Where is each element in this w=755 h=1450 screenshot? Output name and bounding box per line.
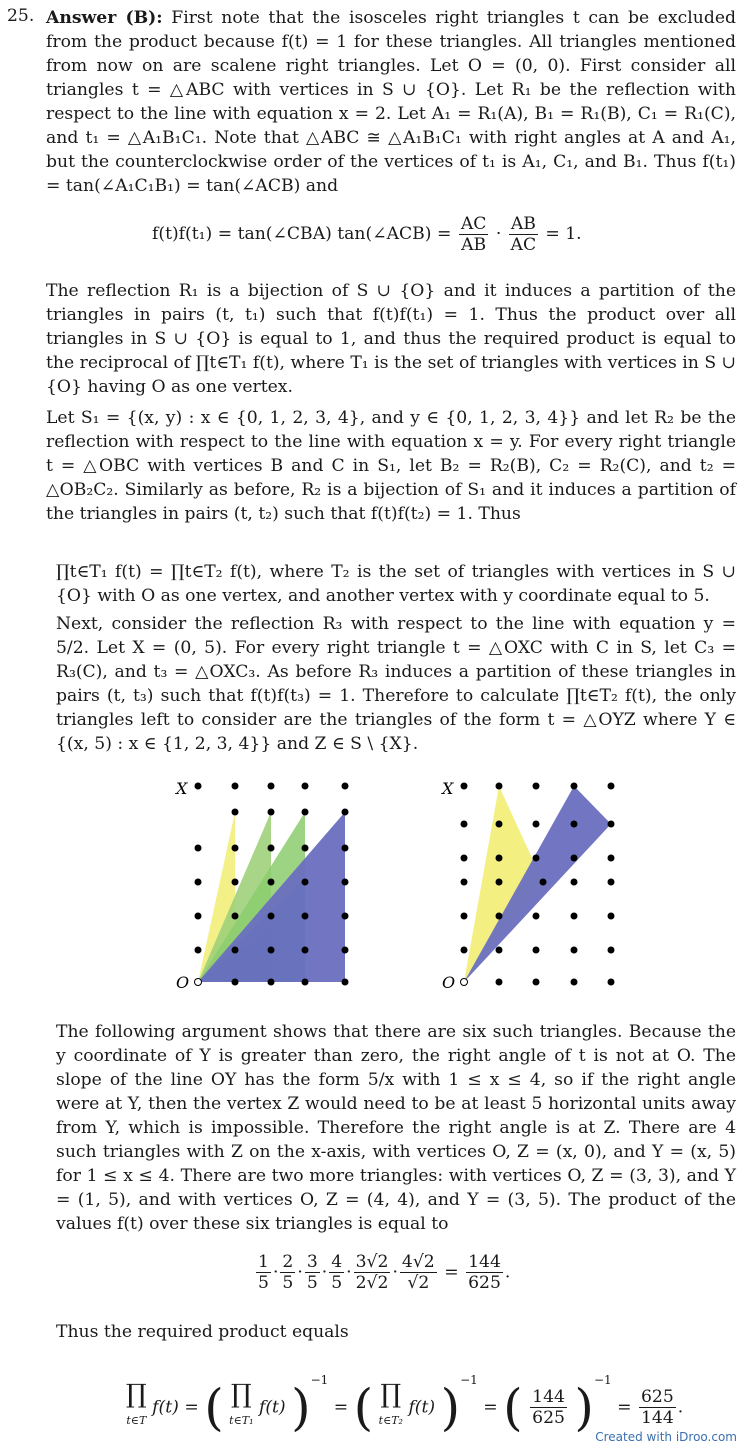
right-diagram	[440, 779, 615, 992]
paragraph-7-text: Thus the required product equals	[56, 1322, 349, 1342]
fraction-ac-ab: $\frac{AC}{AB}$	[460, 214, 487, 255]
watermark: Created with iDroo.com	[595, 1430, 737, 1444]
paragraph-5	[56, 612, 736, 756]
product-over-t: ∏ t∈T	[126, 1379, 147, 1427]
label-o-left: O	[176, 973, 190, 992]
paragraph-3-text: Let S₁ = {(x, y) : x ∈ {0, 1, 2, 3, 4}, and y ∈ {0, 1, 2, 3, 4}} and let R₂ be the reflection with respect to the line with equation x = y. For every right triangle t = △OBC with vertices B and C in S₁, let B₂ = R₂(B), C₂ = R₂(C), and t₂ = △OB₂C₂. Similarly as before, R₂ is a bijection of S₁ and it induces a partition of the triangles in pairs (t, t₂) such that f(t)f(t₂) = 1. Thus	[46, 408, 736, 524]
eq2-term-4: $\frac{3√2}{2√2}$	[355, 1252, 389, 1293]
eq2-term-3: $\frac{4}{5}$	[331, 1252, 343, 1293]
label-o-right: O	[442, 973, 456, 992]
paragraph-1	[46, 6, 736, 198]
fraction-144-625: $\frac{144}{625}$	[532, 1387, 565, 1428]
problem-number: 25.	[7, 6, 35, 26]
paragraph-3	[46, 406, 736, 526]
paragraph-6	[56, 1020, 736, 1236]
product-over-t1: ∏ t∈T₁	[229, 1379, 254, 1427]
equation-3: ∏ t∈T f(t) = ( ∏ t∈T₁ f(t) )$^{-1}$ = ( ∏ t∈T₂ f(t) )$^{-1}$ = ( $\frac{144}{625}$ )$^{-1}$ = $\frac{625}{144}$ .	[126, 1373, 684, 1437]
triangle-figure	[0, 768, 755, 998]
eq2-term-1: $\frac{2}{5}$	[282, 1252, 294, 1293]
label-x-right: X	[442, 779, 454, 798]
left-diagram	[174, 779, 349, 992]
answer-label: Answer (B):	[46, 8, 163, 28]
paragraph-5-text: Next, consider the reflection R₃ with respect to the line with equation y = 5/2. Let X = (0, 5). For every right triangle t = △OXC with C in S, let C₃ = R₃(C), and t₃ = △OXC₃. As before R₃ induces a partition of these triangles in pairs (t, t₃) such that f(t)f(t₃) = 1. Therefore to calculate ∏t∈T₂ f(t), the only triangles left to consider are the triangles of the form t = △OYZ where Y ∈ {(x, 5) : x ∈ {1, 2, 3, 4}} and Z ∈ S \ {X}.	[56, 614, 736, 754]
equation-1-left: f(t)f(t₁) = tan(∠CBA) tan(∠ACB) =	[152, 224, 452, 244]
eq2-result: $\frac{144}{625}$	[468, 1252, 501, 1293]
eq2-term-5: $\frac{4√2}{√2}$	[401, 1252, 435, 1293]
fraction-625-144: $\frac{625}{144}$	[640, 1387, 674, 1428]
fraction-ab-ac: $\frac{AB}{AC}$	[510, 214, 537, 255]
equation-1: f(t)f(t₁) = tan(∠CBA) tan(∠ACB) = $\frac{AC}{AB}$ · $\frac{AB}{AC}$ = 1.	[152, 214, 582, 255]
paragraph-2	[46, 279, 736, 399]
equation-1-right: = 1.	[545, 224, 582, 244]
eq2-term-2: $\frac{3}{5}$	[306, 1252, 318, 1293]
equation-2: $\frac{1}{5}$ · $\frac{2}{5}$ · $\frac{3}{5}$ · $\frac{4}{5}$ · $\frac{3√2}{2√2}$ · $\frac{4√2}{√2}$ = $\frac{144}{625}$ .	[258, 1252, 511, 1293]
product-over-t2: ∏ t∈T₂	[378, 1379, 403, 1427]
eq2-term-0: $\frac{1}{5}$	[258, 1252, 269, 1293]
paragraph-4-text: ∏t∈T₁ f(t) = ∏t∈T₂ f(t), where T₂ is the set of triangles with vertices in S ∪ {O} with O as one vertex, and another vertex with y coordinate equal to 5.	[56, 562, 736, 606]
label-x-left: X	[176, 779, 188, 798]
paragraph-6-text: The following argument shows that there are six such triangles. Because the y coordinate of Y is greater than zero, the right angle of t is not at O. The slope of the line OY has the form 5/x with 1 ≤ x ≤ 4, so if the right angle were at Y, then the vertex Z would need to be at least 5 horizontal units away from Y, which is impossible. Therefore the right angle is at Z. There are 4 such triangles with Z on the x-axis, with vertices O, Z = (x, 0), and Y = (x, 5) for 1 ≤ x ≤ 4. There are two more triangles: with vertices O, Z = (3, 3), and Y = (1, 5), and with vertices O, Z = (4, 4), and Y = (3, 5). The product of the values f(t) over these six triangles is equal to	[56, 1022, 736, 1234]
paragraph-2-text: The reflection R₁ is a bijection of S ∪ {O} and it induces a partition of the triangles in pairs (t, t₁) such that f(t)f(t₁) = 1. Thus the product over all triangles in S ∪ {O} is equal to 1, and thus the required product is equal to the reciprocal of ∏t∈T₁ f(t), where T₁ is the set of triangles with vertices in S ∪ {O} having O as one vertex.	[46, 281, 736, 397]
paragraph-7	[56, 1320, 736, 1344]
paragraph-4	[56, 560, 736, 608]
paragraph-1-text: First note that the isosceles right triangles t can be excluded from the product because f(t) = 1 for these triangles. All triangles mentioned from now on are scalene right triangles. Let O = (0, 0). First consider all triangles t = △ABC with vertices in S ∪ {O}. Let R₁ be the reflection with respect to the line with equation x = 2. Let A₁ = R₁(A), B₁ = R₁(B), C₁ = R₁(C), and t₁ = △A₁B₁C₁. Note that △ABC ≅ △A₁B₁C₁ with right angles at A and A₁, but the counterclockwise order of the vertices of t₁ is A₁, C₁, and B₁. Thus f(t₁) = tan(∠A₁C₁B₁) = tan(∠ACB) and	[46, 8, 737, 196]
